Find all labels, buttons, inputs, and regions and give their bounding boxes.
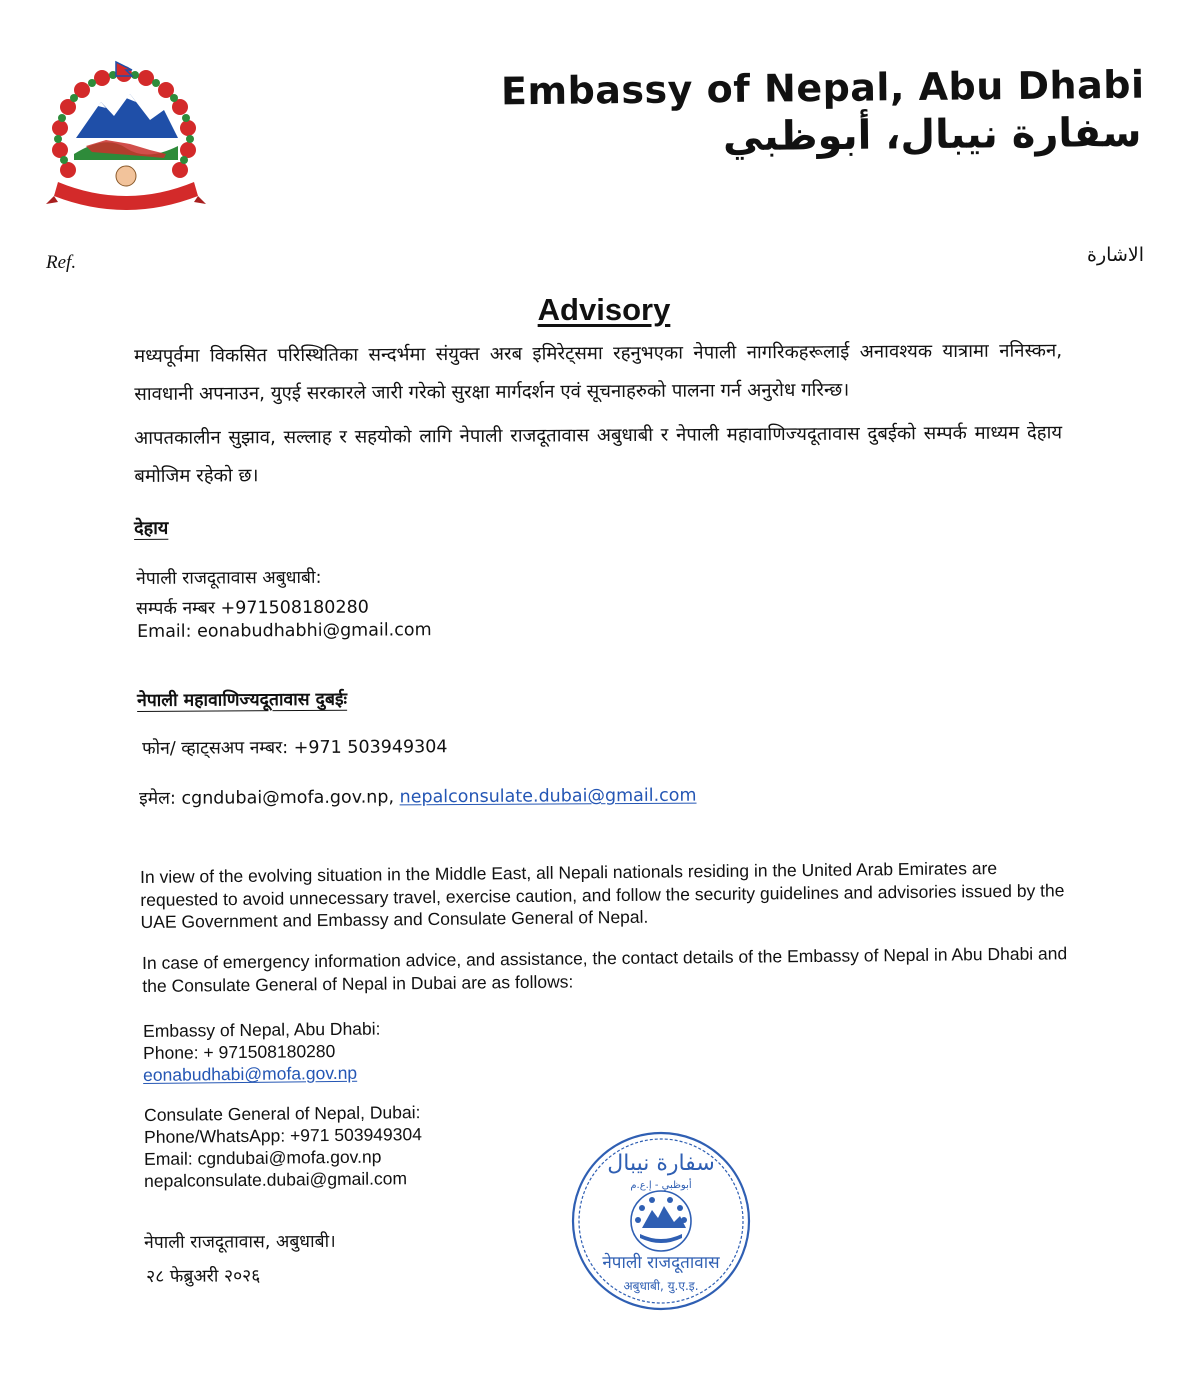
embassy-stamp-icon [568,1128,754,1314]
stamp-nepali-text: नेपाली राजदूतावास [602,1253,720,1273]
ref-label: Ref. [46,252,77,273]
consulate-name-en: Consulate General of Nepal, Dubai: [144,1102,421,1125]
ref-label-ar: الاشارة [1087,244,1144,266]
consulate-phone-np: फोन/ व्हाट्सअप नम्बर: +971 503949304 [142,737,448,759]
embassy-name-en: Embassy of Nepal, Abu Dhabi: [143,1018,381,1041]
consulate-email-link[interactable]: nepalconsulate.dubai@gmail.com [399,785,697,808]
stamp-nepali-sub: अबुधाबी, यु.ए.इ. [623,1279,699,1293]
consulate-email-row [139,783,697,810]
consulate-phone-en: Phone/WhatsApp: +971 503949304 [144,1124,423,1147]
dehay-heading: देहाय [134,517,169,539]
embassy-phone-en: Phone: + 971508180280 [143,1040,336,1063]
consulate-email-np: इमेल: cgndubai@mofa.gov.np, [139,787,395,809]
consulate-email2-en: nepalconsulate.dubai@gmail.com [144,1168,408,1191]
english-paragraph-2: In case of emergency information advice, and assistance, the contact details of the Embassy of Nepal in Abu Dhabi and the Consulate General of Nepal in Dubai are as follows: [142,943,1068,996]
nepali-paragraph-1: मध्यपूर्वमा विकसित परिस्थितिका सन्दर्भमा संयुक्त अरब इमिरेट्समा रहनुभएका नेपाली नागरिकहरूलाई अनावश्यक यात्रामा ननिस्कन, सावधानी अपनाउन, युएई सरकारले जारी गरेको सुरक्षा मार्गदर्शन एवं सूचनाहरुको पालना गर्न अनुरोध गरिन्छ। [134,340,1063,405]
english-paragraph-1: In view of the evolving situation in the Middle East, all Nepali nationals residing in the United Arab Emirates are requested to avoid unnecessary travel, exercise caution, and follow the security guidelines and advisories issued by the UAE Government and Embassy and Consulate General of Nepal. [140,858,1065,932]
page-title: Advisory [537,292,671,327]
nepali-paragraph-2: आपतकालीन सुझाव, सल्लाह र सहयोको लागि नेपाली राजदूतावास अबुधाबी र नेपाली महावाणिज्यदूतावास दुबईको सम्पर्क माध्यम देहाय बमोजिम रहेको छ। [134,422,1063,487]
embassy-contact-np: सम्पर्क नम्बर +971508180280 [136,597,369,619]
embassy-name-np: नेपाली राजदूतावास अबुधाबी: [136,567,322,589]
stamp-arabic-sub: أبوظبي - إ.ع.م [630,1180,692,1191]
embassy-email-link[interactable]: eonabudhabi@mofa.gov.np [143,1062,358,1085]
signature-line: नेपाली राजदूतावास, अबुधाबी। [144,1231,336,1253]
embassy-email-np: Email: eonabudhabhi@gmail.com [137,620,432,642]
consulate-heading-np: नेपाली महावाणिज्यदूतावास दुबईः [137,689,348,711]
signature-date: २८ फेब्रुअरी २०२६ [146,1266,261,1287]
stamp-arabic-text: سفارة نيبال [607,1151,715,1176]
nepal-emblem-icon [46,58,206,218]
embassy-title-ar: سفارة نيبال، أبوظبي [723,109,1143,161]
consulate-email-en: Email: cgndubai@mofa.gov.np [144,1146,382,1169]
embassy-title-en: Embassy of Nepal, Abu Dhabi [500,62,1145,114]
